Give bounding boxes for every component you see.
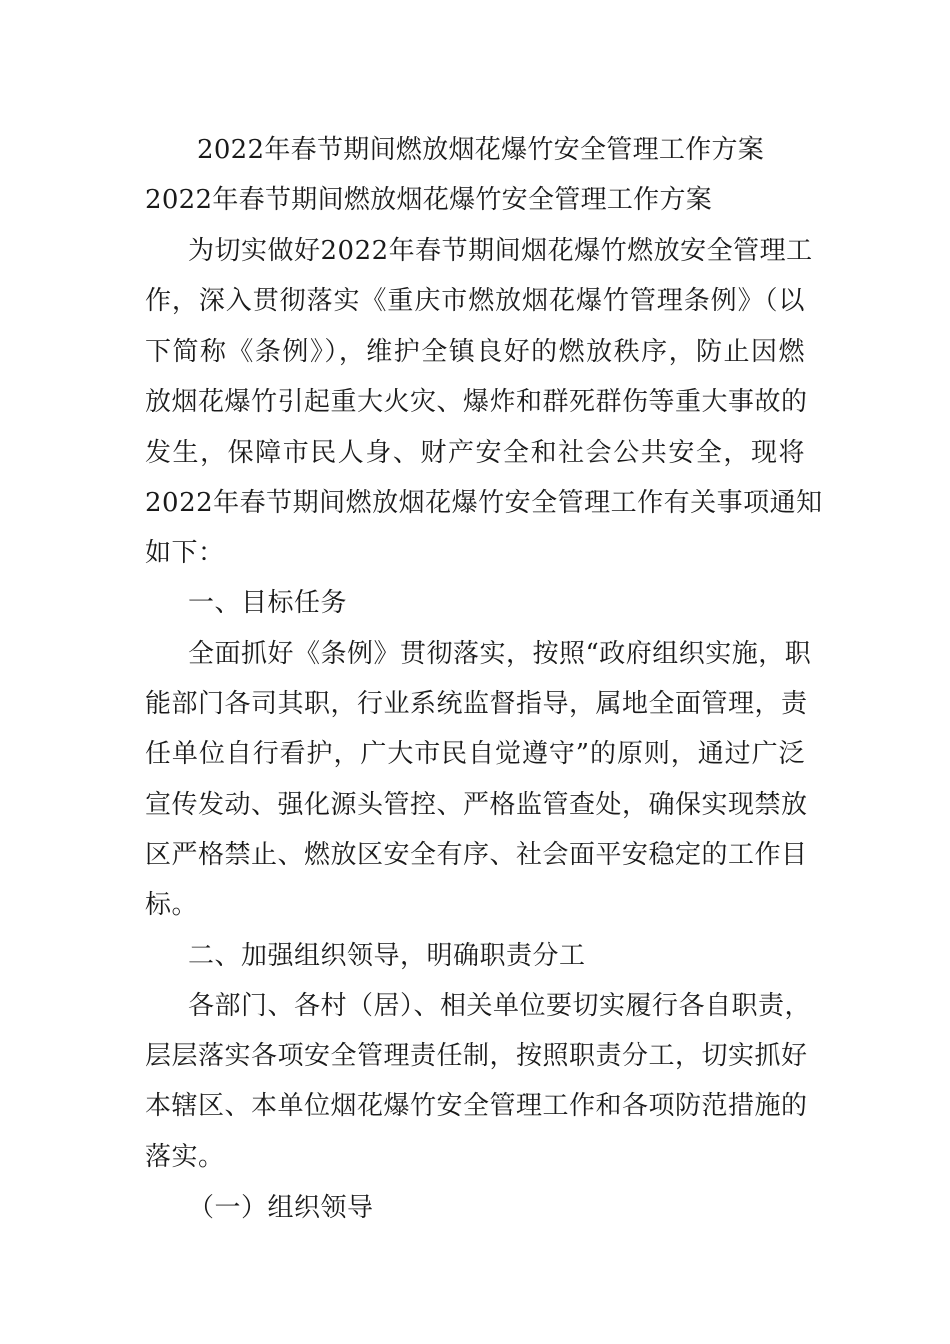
intro-line-1: 为切实做好2022年春节期间烟花爆竹燃放安全管理工 bbox=[188, 236, 813, 266]
intro-line-6: 2022年春节期间燃放烟花爆竹安全管理工作有关事项通知 bbox=[145, 488, 823, 518]
subsection-heading-1: （一）组织领导 bbox=[188, 1193, 374, 1223]
section1-line-1: 全面抓好《条例》贯彻落实，按照“政府组织实施，职 bbox=[188, 639, 812, 669]
section1-line-4: 宣传发动、强化源头管控、严格监管查处，确保实现禁放 bbox=[145, 790, 808, 820]
section2-line-2: 层层落实各项安全管理责任制，按照职责分工，切实抓好 bbox=[145, 1041, 808, 1071]
section-heading-1: 一、目标任务 bbox=[188, 588, 348, 618]
intro-line-4: 放烟花爆竹引起重大火灾、爆炸和群死群伤等重大事故的 bbox=[145, 387, 808, 417]
section2-line-1: 各部门、各村（居）、相关单位要切实履行各自职责， bbox=[188, 991, 812, 1021]
section1-line-5: 区严格禁止、燃放区安全有序、社会面平安稳定的工作目 bbox=[145, 840, 808, 870]
intro-line-7: 如下： bbox=[145, 538, 225, 568]
document-title: 2022年春节期间燃放烟花爆竹安全管理工作方案 bbox=[197, 135, 765, 165]
section1-line-6: 标。 bbox=[145, 890, 199, 920]
intro-line-5: 发生，保障市民人身、财产安全和社会公共安全，现将 bbox=[145, 438, 805, 468]
section1-line-2: 能部门各司其职，行业系统监督指导，属地全面管理，责 bbox=[145, 689, 808, 719]
intro-line-3: 下简称《条例》），维护全镇良好的燃放秩序，防止因燃 bbox=[145, 337, 805, 367]
document-subtitle: 2022年春节期间燃放烟花爆竹安全管理工作方案 bbox=[145, 185, 713, 215]
intro-line-2: 作，深入贯彻落实《重庆市燃放烟花爆竹管理条例》（以 bbox=[145, 286, 805, 316]
section2-line-3: 本辖区、本单位烟花爆竹安全管理工作和各项防范措施的 bbox=[145, 1091, 808, 1121]
section1-line-3: 任单位自行看护，广大市民自觉遵守”的原则，通过广泛 bbox=[145, 739, 805, 769]
section-heading-2: 二、加强组织领导，明确职责分工 bbox=[188, 941, 586, 971]
section2-line-4: 落实。 bbox=[145, 1142, 225, 1172]
